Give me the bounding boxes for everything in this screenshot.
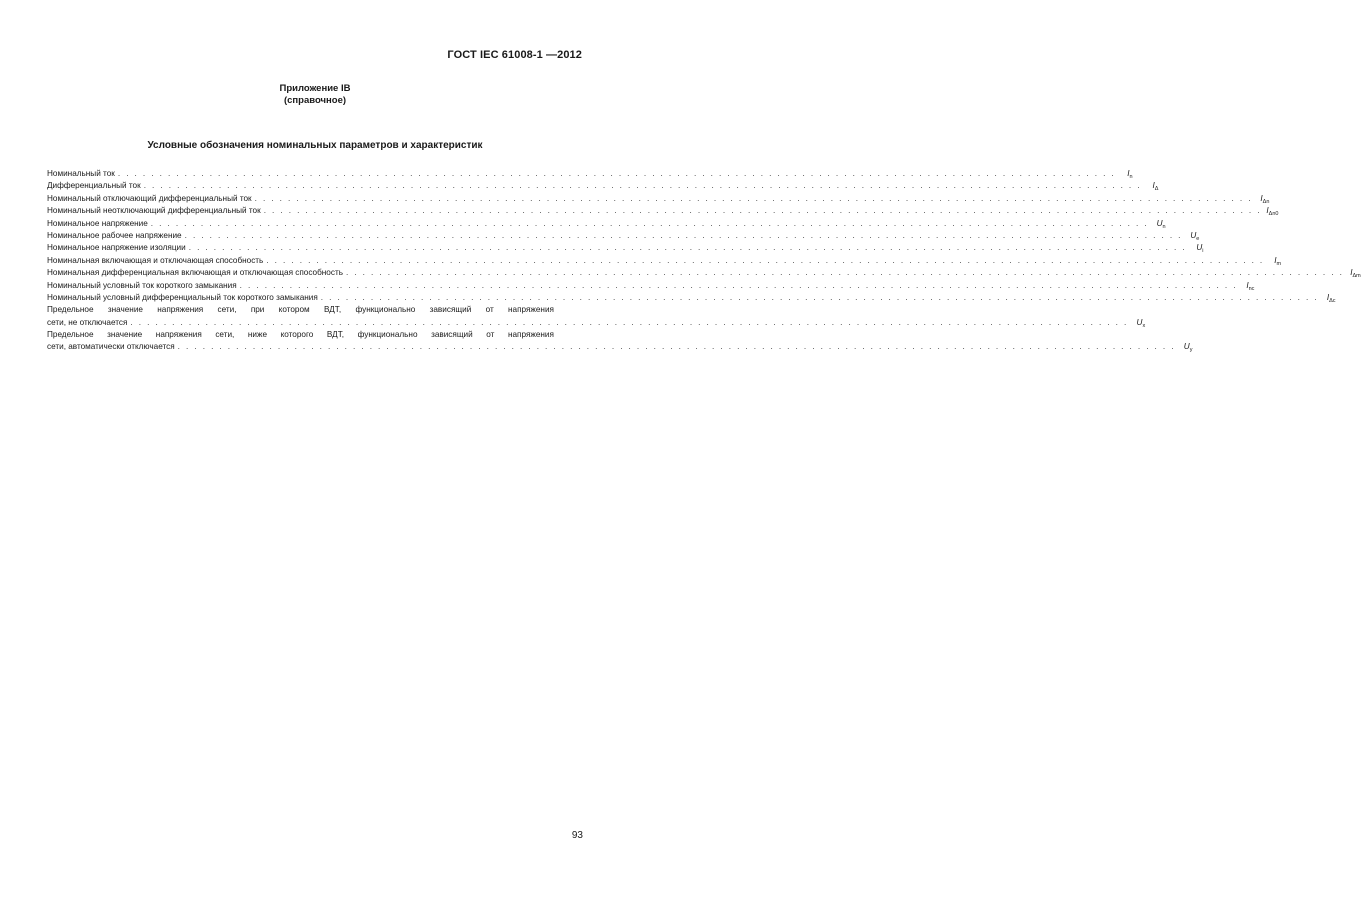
symbol-entry [47,180,1159,193]
symbol-entry [47,341,1193,354]
entry-label: Номинальный ток [47,169,115,178]
symbol-letter: U [1136,317,1143,327]
entry-label: Номинальный условный дифференциальный ток короткого замыкания [47,292,318,302]
symbol-entry-multiline [47,304,1146,329]
symbol-subscript: e [1196,235,1200,242]
symbol-entry-multiline [47,329,1193,354]
symbol-subscript: Δn0 [1268,211,1279,218]
entry-label: Дифференциальный ток [47,181,141,191]
symbol-letter: U [1196,243,1203,253]
leader-dots: . . . . . . . . . . . . . . . . . . . . . . . . . . . . . . . . . . . . . . . . . . . . . . . . . . . . . . . . . . . . . . . . . . . . . . . . . . . . . . . . . . . . . . . . . . . . . . . . . . . . . . . . . . . . . . . . . . . . . . . . [143,181,1142,191]
symbol-entry [47,168,1133,180]
symbol-entry [47,280,1255,292]
entry-label: Номинальное напряжение [47,218,148,228]
entry-label: сети, автоматически отключается [47,342,175,352]
entry-label: Номинальный условный ток короткого замыкания [47,280,237,290]
leader-dots: . . . . . . . . . . . . . . . . . . . . . . . . . . . . . . . . . . . . . . . . . . . . . . . . . . . . . . . . . . . . . . . . . . . . . . . . . . . . . . . . . . . . . . . . . . . . . . . . . . . . . . . . . . . . . . . . . . . . . . . . [184,230,1183,240]
symbol-letter: I [1350,268,1353,278]
entry-label: Номинальное рабочее напряжение [47,230,182,240]
leader-dots: . . . . . . . . . . . . . . . . . . . . . . . . . . . . . . . . . . . . . . . . . . . . . . . . . . . . . . . . . . . . . . . . . . . . . . . . . . . . . . . . . . . . . . . . . . . . . . . . . . . . . . . . . . . . . . . . . . . . . . . . [150,218,1149,228]
symbol-subscript: nc [1248,285,1255,292]
entry-label-line1: Предельное значение напряжения сети, ниже которого ВДТ, функционально зависящий от напряжения [47,330,554,340]
symbol-letter: I [1326,292,1330,302]
entry-label-line1: Предельное значение напряжения сети, при котором ВДТ, функционально зависящий от напряжения [47,305,554,315]
leader-dots: . . . . . . . . . . . . . . . . . . . . . . . . . . . . . . . . . . . . . . . . . . . . . . . . . . . . . . . . . . . . . . . . . . . . . . . . . . . . . . . . . . . . . . . . . . . . . . . . . . . . . . . . . . . . . . . . . . . . . . . . [117,169,1116,178]
symbol-entry [47,242,1204,255]
symbol [1131,317,1145,332]
symbol-letter: U [1183,342,1190,352]
symbol-letter: I [1266,206,1269,216]
symbol-subscript: y [1189,347,1193,354]
entry-label: Номинальная включающая и отключающая способность [47,255,264,265]
symbol-letter: I [1152,181,1155,191]
entry-label: Номинальная дифференциальная включающая и отключающая способность [47,268,343,278]
symbol-subscript: Δ [1154,186,1159,193]
leader-dots: . . . . . . . . . . . . . . . . . . . . . . . . . . . . . . . . . . . . . . . . . . . . . . . . . . . . . . . . . . . . . . . . . . . . . . . . . . . . . . . . . . . . . . . . . . . . . . . . . . . . . . . . . . . . . . . . . . . . . . . . [188,243,1187,253]
symbol-letter: U [1190,230,1197,240]
symbol-subscript: i [1202,248,1204,255]
symbol-subscript: n [1129,174,1133,180]
symbol [1322,292,1336,307]
entry-label: Номинальный неотключающий дифференциальный ток [47,206,261,216]
symbol-letter: U [1156,218,1163,228]
entry-label: Номинальное напряжение изоляции [47,243,186,253]
page-number: 93 [571,830,583,841]
symbol-subscript: Δc [1329,297,1336,304]
symbol [1347,267,1361,282]
leader-dots: . . . . . . . . . . . . . . . . . . . . . . . . . . . . . . . . . . . . . . . . . . . . . . . . . . . . . . . . . . . . . . . . . . . . . . . . . . . . . . . . . . . . . . . . . . . . . . . . . . . . . . . . . . . . . . . . . . . . . . . . [239,280,1238,290]
symbol-letter: I [1260,193,1263,203]
symbol [1178,341,1192,356]
leader-dots: . . . . . . . . . . . . . . . . . . . . . . . . . . . . . . . . . . . . . . . . . . . . . . . . . . . . . . . . . . . . . . . . . . . . . . . . . . . . . . . . . . . . . . . . . . . . . . . . . . . . . . . . . . . . . . . . . . . . . . . . [266,255,1265,265]
symbol-entry [47,218,1166,230]
entry-label: сети, не отключается [47,317,128,327]
leader-dots: . . . . . . . . . . . . . . . . . . . . . . . . . . . . . . . . . . . . . . . . . . . . . . . . . . . . . . . . . . . . . . . . . . . . . . . . . . . . . . . . . . . . . . . . . . . . . . . . . . . . . . . . . . . . . . . . . . . . . . . . [345,268,1344,278]
symbol-letter: I [1246,280,1249,290]
leader-dots: . . . . . . . . . . . . . . . . . . . . . . . . . . . . . . . . . . . . . . . . . . . . . . . . . . . . . . . . . . . . . . . . . . . . . . . . . . . . . . . . . . . . . . . . . . . . . . . . . . . . . . . . . . . . . . . . . . . . . . . . [177,342,1176,352]
annex-subtitle: (справочное) [283,95,347,106]
symbol-letter: I [1274,255,1277,265]
symbol-entry [47,230,1200,242]
symbol-entry [47,317,1146,329]
symbol-subscript: Δn [1262,198,1270,205]
symbol [1264,205,1278,220]
leader-dots: . . . . . . . . . . . . . . . . . . . . . . . . . . . . . . . . . . . . . . . . . . . . . . . . . . . . . . . . . . . . . . . . . . . . . . . . . . . . . . . . . . . . . . . . . . . . . . . . . . . . . . . . . . . . . . . . . . . . . . . . [254,193,1253,203]
entry-label: Номинальный отключающий дифференциальный ток [47,193,252,203]
section-title: Условные обозначения номинальных параметров и характеристик [147,140,483,151]
standard-code: ГОСТ IEC 61008-1 —2012 [447,49,582,61]
symbol-subscript: Δm [1352,273,1361,280]
symbol-letter: I [1127,169,1130,178]
leader-dots: . . . . . . . . . . . . . . . . . . . . . . . . . . . . . . . . . . . . . . . . . . . . . . . . . . . . . . . . . . . . . . . . . . . . . . . . . . . . . . . . . . . . . . . . . . . . . . . . . . . . . . . . . . . . . . . . . . . . . . . . [263,206,1262,216]
annex-title: Приложение IB [279,83,351,94]
symbol-subscript: x [1142,322,1146,329]
symbol-subscript: m [1276,260,1282,267]
symbol-entry [47,255,1282,267]
leader-dots: . . . . . . . . . . . . . . . . . . . . . . . . . . . . . . . . . . . . . . . . . . . . . . . . . . . . . . . . . . . . . . . . . . . . . . . . . . . . . . . . . . . . . . . . . . . . . . . . . . . . . . . . . . . . . . . . . . . . . . . . [320,292,1319,302]
leader-dots: . . . . . . . . . . . . . . . . . . . . . . . . . . . . . . . . . . . . . . . . . . . . . . . . . . . . . . . . . . . . . . . . . . . . . . . . . . . . . . . . . . . . . . . . . . . . . . . . . . . . . . . . . . . . . . . . . . . . . . . . [130,317,1129,327]
symbol-subscript: n [1162,223,1166,230]
annex-heading [0,83,630,107]
